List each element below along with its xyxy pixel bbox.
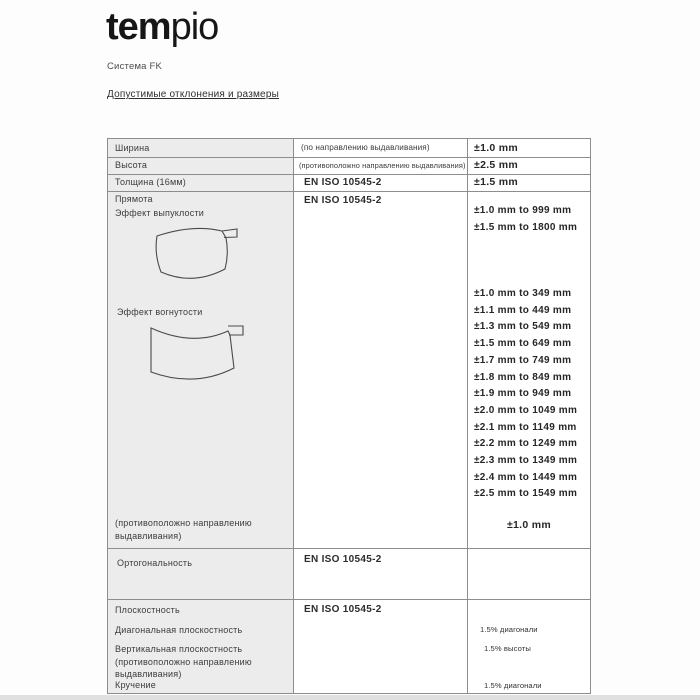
row-height-method: (противоположно направлению выдавливания) — [299, 161, 466, 170]
orthogonality-method: EN ISO 10545-2 — [304, 554, 382, 565]
system-label: Система FK — [107, 61, 163, 72]
concave-profile-drawing — [149, 325, 244, 387]
flatness-method: EN ISO 10545-2 — [304, 604, 382, 615]
vertical-flatness-value: 1.5% высоты — [484, 644, 531, 653]
row-width-value: ±1.0 mm — [474, 142, 519, 154]
orthogonality-label: Ортогональность — [117, 558, 193, 568]
convexity-label: Эффект выпуклости — [115, 208, 205, 218]
deviations-and-sizes-link[interactable]: Допустимые отклонения и размеры — [107, 89, 279, 100]
row-straightness-value-cell — [468, 191, 590, 548]
diagonal-flatness-value: 1.5% диагонали — [480, 625, 538, 634]
convexity-values: ±1.0 mm to 999 mm ±1.5 mm to 1800 mm — [474, 205, 578, 233]
row-flatness-value-cell — [468, 599, 590, 693]
straightness-opposite-label: (противоположно направлению выдавливания) — [115, 518, 252, 541]
diagonal-flatness-label: Диагональная плоскостность — [115, 625, 243, 635]
straightness-opposite-value: ±1.0 mm — [506, 519, 552, 531]
row-orthogonality-method-cell — [294, 548, 467, 599]
row-straightness-method-cell — [294, 191, 467, 548]
straightness-label: Прямота — [115, 194, 153, 204]
row-thickness-method: EN ISO 10545-2 — [304, 177, 382, 188]
row-orthogonality-label-cell — [108, 548, 293, 599]
row-height-value: ±2.5 mm — [474, 159, 519, 171]
row-flatness-label-cell — [108, 599, 293, 693]
torsion-label: Кручение — [115, 680, 156, 690]
concavity-values: ±1.0 mm to 349 mm ±1.1 mm to 449 mm ±1.3 mm to 549 mm ±1.5 mm to 649 mm ±1.7 mm to 749 mm ±1.8 mm to 849 mm ±1.9 mm to 949 mm ±2.0 mm to 1049 mm ±2.1 mm to 1149 mm ±2.2 mm to 1249 mm ±2.3 mm to 1349 mm ±2.4 mm to 1449 mm ±2.5 mm to 1549 mm — [474, 288, 578, 500]
straightness-method: EN ISO 10545-2 — [304, 195, 382, 206]
row-width-method: (по направлению выдавливания) — [301, 143, 430, 152]
page-bottom-edge — [0, 695, 700, 700]
row-thickness-value: ±1.5 mm — [474, 176, 519, 188]
flatness-label: Плоскостность — [115, 605, 180, 615]
row-flatness-method-cell — [294, 599, 467, 693]
logo-text-light: pio — [170, 6, 219, 48]
logo-text-bold: tem — [106, 6, 171, 48]
row-thickness-label: Толщина (16мм) — [115, 177, 186, 187]
row-width-label: Ширина — [115, 143, 150, 153]
vertical-flatness-label: Вертикальная плоскостность (противоположно направлению выдавливания) — [115, 644, 252, 679]
tempio-logo — [106, 8, 218, 46]
tolerances-table — [107, 138, 591, 694]
convex-profile-drawing — [153, 224, 241, 282]
row-height-label: Высота — [115, 160, 148, 170]
torsion-value: 1.5% диагонали — [484, 681, 542, 690]
row-straightness-label-cell — [108, 191, 293, 548]
concavity-label: Эффект вогнутости — [117, 307, 203, 317]
